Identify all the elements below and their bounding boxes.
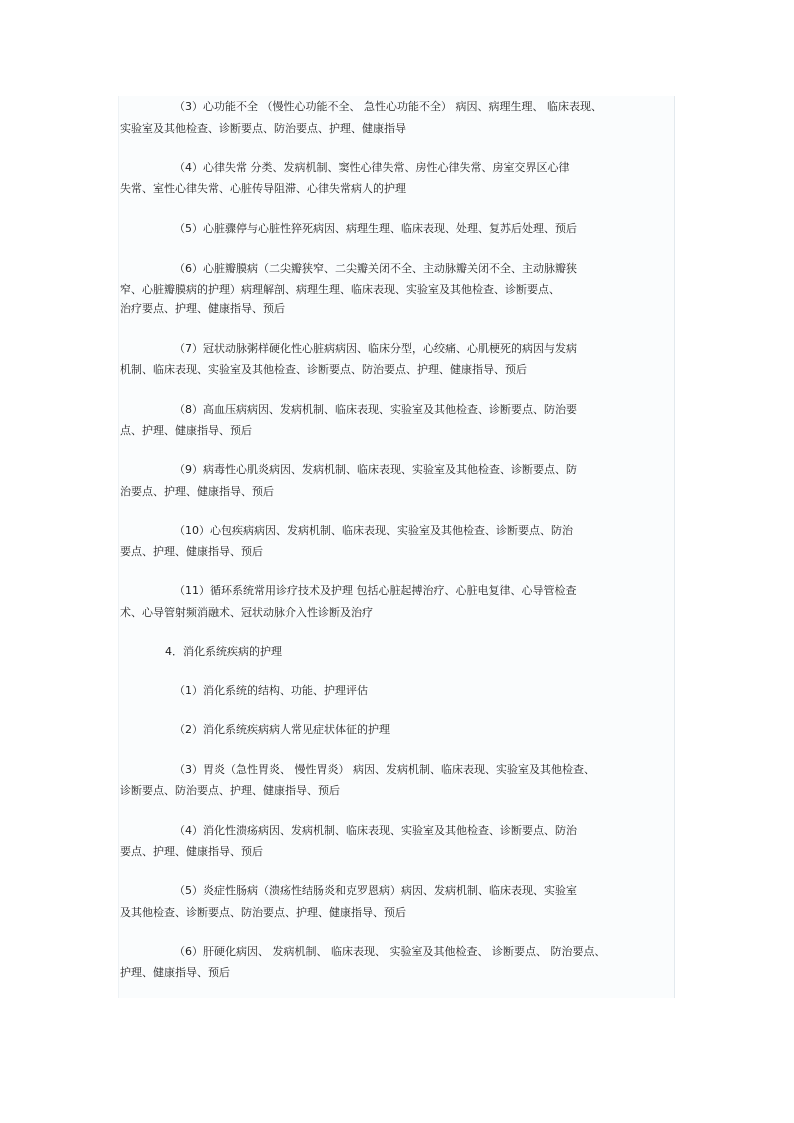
item-10-line-1: （10）心包疾病病因、发病机制、临床表现、实验室及其他检查、诊断要点、防治	[174, 524, 573, 537]
digestive-item-3-line-2: 诊断要点、防治要点、护理、健康指导、预后	[120, 784, 340, 797]
digestive-item-6-line-1: （6）肝硬化病因、 发病机制、 临床表现、 实验室及其他检查、 诊断要点、 防治要点、	[174, 945, 606, 958]
item-5-line-1: （5）心脏骤停与心脏性猝死病因、病理生理、临床表现、处理、复苏后处理、预后	[174, 222, 577, 235]
item-9-line-1: （9）病毒性心肌炎病因、发病机制、临床表现、实验室及其他检查、诊断要点、防	[174, 463, 577, 476]
item-3-line-1: （3）心功能不全 （慢性心功能不全、 急性心功能不全） 病因、病理生理、 临床表现、	[174, 100, 602, 113]
digestive-item-5-line-1: （5）炎症性肠病（溃疡性结肠炎和克罗恩病）病因、发病机制、临床表现、实验室	[174, 884, 577, 897]
section-heading-digestive: 4．消化系统疾病的护理	[165, 645, 282, 658]
item-3-line-2: 实验室及其他检查、诊断要点、防治要点、护理、健康指导	[120, 122, 406, 135]
digestive-item-1: （1）消化系统的结构、功能、护理评估	[174, 684, 368, 697]
item-6-line-1: （6）心脏瓣膜病（二尖瓣狭窄、二尖瓣关闭不全、主动脉瓣关闭不全、主动脉瓣狭	[174, 262, 577, 275]
digestive-item-6-line-2: 护理、健康指导、预后	[120, 966, 230, 979]
item-11-line-2: 术、心导管射频消融术、冠状动脉介入性诊断及治疗	[120, 606, 373, 619]
item-8-line-2: 点、护理、健康指导、预后	[120, 424, 252, 437]
item-6-line-2: 窄、心脏瓣膜病的护理）病理解剖、病理生理、临床表现、实验室及其他检查、诊断要点、	[120, 283, 560, 296]
item-4-line-1: （4）心律失常 分类、发病机制、窦性心律失常、房性心律失常、房室交界区心律	[174, 161, 570, 174]
digestive-item-3-line-1: （3）胃炎（急性胃炎、 慢性胃炎） 病因、发病机制、临床表现、实验室及其他检查、	[174, 763, 595, 776]
item-7-line-2: 机制、临床表现、实验室及其他检查、诊断要点、防治要点、护理、健康指导、预后	[120, 363, 527, 376]
item-8-line-1: （8）高血压病病因、发病机制、临床表现、实验室及其他检查、诊断要点、防治要	[174, 403, 577, 416]
item-6-line-3: 治疗要点、护理、健康指导、预后	[120, 302, 285, 315]
item-10-line-2: 要点、护理、健康指导、预后	[120, 545, 263, 558]
digestive-item-4-line-2: 要点、护理、健康指导、预后	[120, 845, 263, 858]
item-7-line-1: （7）冠状动脉粥样硬化性心脏病病因、临床分型，心绞痛、心肌梗死的病因与发病	[174, 342, 577, 355]
digestive-item-2: （2）消化系统疾病病人常见症状体征的护理	[174, 723, 390, 736]
item-11-line-1: （11）循环系统常用诊疗技术及护理 包括心脏起搏治疗、心脏电复律、心导管检查	[174, 584, 577, 597]
item-9-line-2: 治要点、护理、健康指导、预后	[120, 485, 274, 498]
digestive-item-5-line-2: 及其他检查、诊断要点、防治要点、护理、健康指导、预后	[120, 906, 406, 919]
digestive-item-4-line-1: （4）消化性溃疡病因、发病机制、临床表现、实验室及其他检查、诊断要点、防治	[174, 824, 577, 837]
item-4-line-2: 失常、室性心律失常、心脏传导阻滞、心律失常病人的护理	[120, 182, 406, 195]
